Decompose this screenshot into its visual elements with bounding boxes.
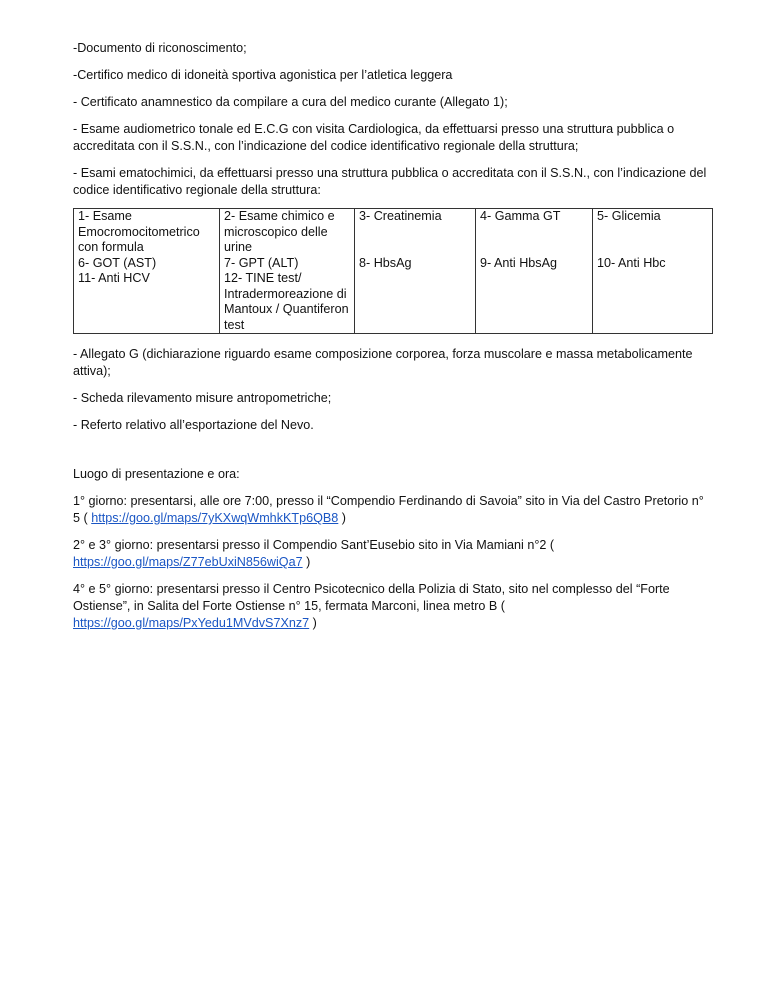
location-heading: Luogo di presentazione e ora: <box>73 467 240 481</box>
day-1-text: 1° giorno: presentarsi, alle ore 7:00, presso il “Compendio Ferdinando di Savoia” sito in Via del Castro Pretorio n° 5 ( <box>73 494 704 525</box>
requirement-nevus-report: - Referto relativo all’esportazione del Nevo. <box>73 418 314 432</box>
requirement-blood-tests: - Esami ematochimici, da effettuarsi presso una struttura pubblica o accreditata con il S.S.N., con l’indicazione del codice identificativo regionale della struttura: <box>73 166 707 197</box>
table-cell <box>476 271 593 334</box>
table-row <box>74 271 713 334</box>
table-cell: 7- GPT (ALT) <box>220 256 355 272</box>
table-cell: 10- Anti Hbc <box>593 256 713 272</box>
table-cell: 12- TINE test/ Intradermoreazione di Mantoux / Quantiferon test <box>220 271 355 334</box>
table-row <box>74 209 713 256</box>
table-row <box>74 256 713 272</box>
day-1-instructions <box>73 493 713 527</box>
day-2-3-close: ) <box>302 555 311 569</box>
table-cell: 8- HbsAg <box>355 256 476 272</box>
table-cell: 3- Creatinemia <box>355 209 476 256</box>
requirement-allegato-g: - Allegato G (dichiarazione riguardo esame composizione corporea, forza muscolare e massa metabolicamente attiva); <box>73 347 693 378</box>
day-4-5-close: ) <box>309 616 317 630</box>
day-1-close: ) <box>338 511 346 525</box>
requirement-anamnestic-certificate: - Certificato anamnestico da compilare a cura del medico curante (Allegato 1); <box>73 95 508 109</box>
requirement-anthropometric-sheet: - Scheda rilevamento misure antropometriche; <box>73 391 332 405</box>
table-cell: 2- Esame chimico e microscopico delle urine <box>220 209 355 256</box>
day-2-3-text: 2° e 3° giorno: presentarsi presso il Compendio Sant’Eusebio sito in Via Mamiani n°2 ( <box>73 538 555 552</box>
exam-table <box>73 208 713 334</box>
table-cell: 9- Anti HbsAg <box>476 256 593 272</box>
document-page <box>73 40 713 642</box>
day-2-3-instructions <box>73 537 713 571</box>
day-4-5-map-link[interactable]: https://goo.gl/maps/PxYedu1MVdvS7Xnz7 <box>73 616 310 630</box>
day-4-5-text: 4° e 5° giorno: presentarsi presso il Centro Psicotecnico della Polizia di Stato, sito nel complesso del “Forte Ostiense”, in Salita del Forte Ostiense n° 15, fermata Marconi, linea metro B ( <box>73 582 670 613</box>
table-cell <box>355 271 476 334</box>
table-cell: 1- Esame Emocromocitometrico con formula <box>74 209 220 256</box>
requirement-sports-certificate: -Certifico medico di idoneità sportiva agonistica per l’atletica leggera <box>73 68 453 82</box>
day-2-3-map-link[interactable]: https://goo.gl/maps/Z77ebUxiN856wiQa7 <box>73 555 303 569</box>
table-cell: 11- Anti HCV <box>74 271 220 334</box>
table-cell: 6- GOT (AST) <box>74 256 220 272</box>
spacer <box>73 444 713 466</box>
table-cell: 5- Glicemia <box>593 209 713 256</box>
day-1-map-link[interactable]: https://goo.gl/maps/7yKXwqWmhkKTp6QB8 <box>91 511 339 525</box>
day-4-5-instructions <box>73 581 713 632</box>
requirement-audiometric-ecg: - Esame audiometrico tonale ed E.C.G con visita Cardiologica, da effettuarsi presso una struttura pubblica o accreditata con il S.S.N., con l’indicazione del codice identificativo regionale della struttura; <box>73 122 675 153</box>
requirement-id-document: -Documento di riconoscimento; <box>73 41 247 55</box>
table-cell: 4- Gamma GT <box>476 209 593 256</box>
table-cell <box>593 271 713 334</box>
